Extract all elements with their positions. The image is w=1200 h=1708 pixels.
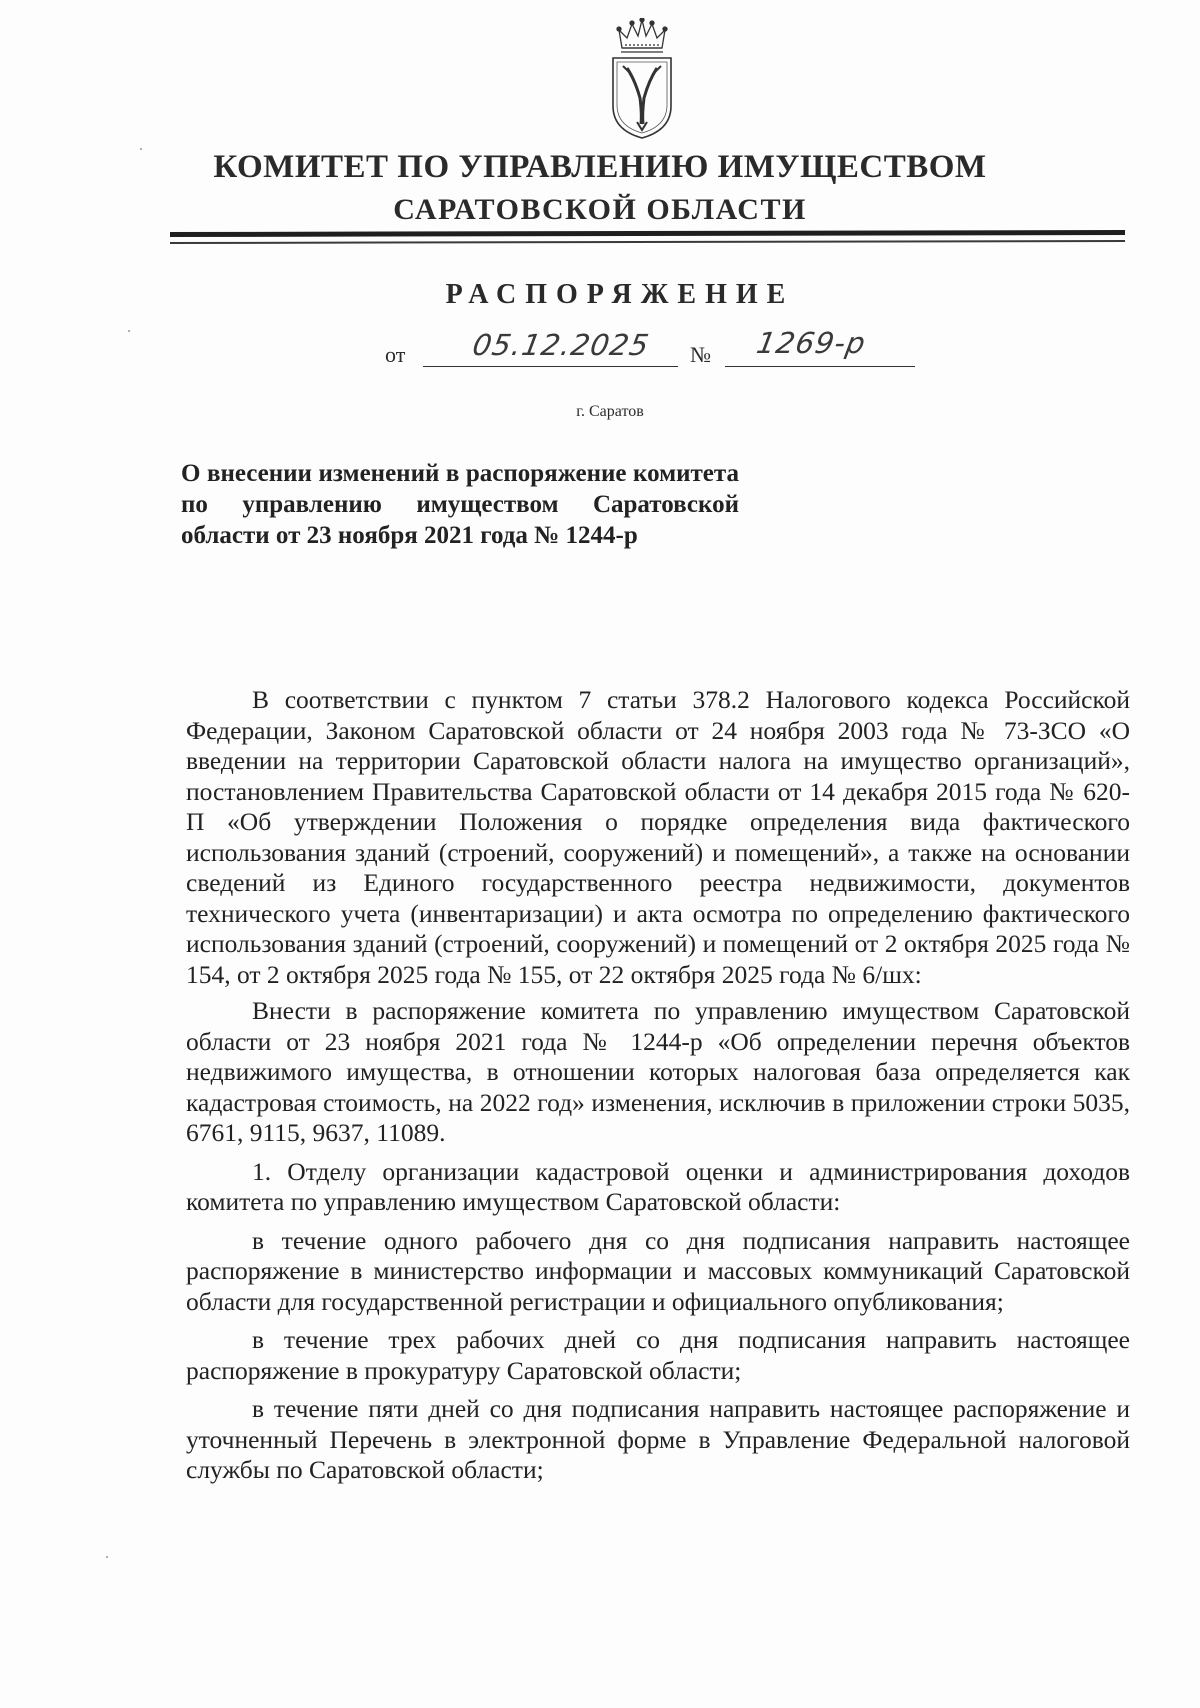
handwritten-number: 1269-р xyxy=(754,326,869,360)
body-paragraph: В соответствии с пунктом 7 статьи 378.2 Налогового кодекса Российской Федерации, Законом Саратовской области от 24 ноября 2003 года № 73-ЗСО «О введении на территории Саратовской области налога на имущество организаций», постановлением Правительства Саратовской области от 14 декабря 2015 года № 620-П «Об утверждении Положения о порядке определения вида фактического использования зданий (строений, сооружений) и помещений», а также на основании сведений из Единого государственного реестра недвижимости, документов технического учета (инвентаризации) и акта осмотра по определению фактического использования зданий (строений, сооружений) и помещений от 2 октября 2025 года № 154, от 2 октября 2025 года № 155, от 22 октября 2025 года № 6/шх: xyxy=(186,685,1130,989)
header-rule-thin xyxy=(170,240,1125,244)
number-field xyxy=(725,326,915,367)
body-paragraph: в течение одного рабочего дня со дня подписания направить настоящее распоряжение в министерство информации и массовых коммуникаций Саратовской области для государственной регистрации и официального опубликования; xyxy=(186,1225,1130,1316)
organization-name-line-2: САРАТОВСКОЙ ОБЛАСТИ xyxy=(393,193,807,226)
body-paragraph: 1. Отделу организации кадастровой оценки и администрирования доходов комитета по управлению имуществом Саратовской области: xyxy=(186,1156,1130,1216)
organization-name-line-1: КОМИТЕТ ПО УПРАВЛЕНИЮ ИМУЩЕСТВОМ xyxy=(213,149,987,185)
body-paragraph: в течение пяти дней со дня подписания направить настоящее распоряжение и уточненный Перечень в электронной форме в Управление Федеральной налоговой службы по Саратовской области; xyxy=(186,1394,1130,1484)
date-field xyxy=(423,330,678,367)
header-rule-thick xyxy=(170,230,1125,237)
city-name: г. Саратов xyxy=(576,403,644,420)
scan-speck xyxy=(128,330,130,332)
document-type-heading: РАСПОРЯЖЕНИЕ xyxy=(445,279,795,310)
handwritten-date: 05.12.2025 xyxy=(470,328,653,362)
document-body xyxy=(186,685,1130,1486)
scan-speck xyxy=(106,1556,108,1558)
document-subject: О внесении изменений в распоряжение комитета по управлению имуществом Саратовской области от 23 ноября 2021 года № 1244-р xyxy=(181,460,739,549)
body-paragraph: в течение трех рабочих дней со дня подписания направить настоящее распоряжение в прокуратуру Саратовской области; xyxy=(186,1325,1130,1385)
coat-of-arms-icon xyxy=(605,18,679,140)
date-label: от xyxy=(385,342,406,367)
scan-speck xyxy=(140,148,142,150)
body-paragraph: Внести в распоряжение комитета по управлению имуществом Саратовской области от 23 ноября 2021 года № 1244-р «Об определении перечня объектов недвижимого имущества, в отношении которых налоговая база определяется как кадастровая стоимость, на 2022 год» изменения, исключив в приложении строки 5035, 6761, 9115, 9637, 11089. xyxy=(186,996,1130,1147)
number-label: № xyxy=(690,342,711,367)
